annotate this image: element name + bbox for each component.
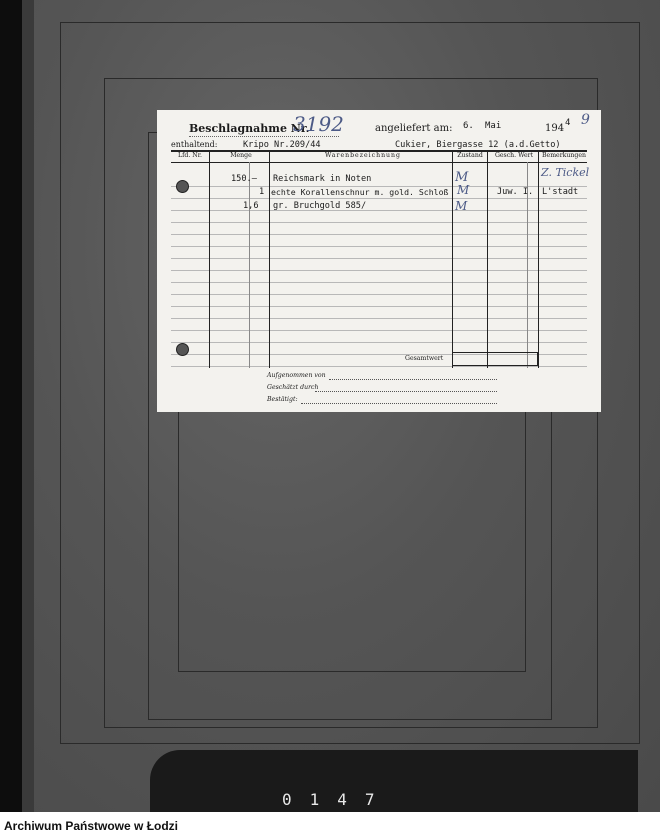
seizure-index-card [157,110,601,412]
delivered-label: angeliefert am: [375,123,453,134]
column-divider [452,150,453,368]
dark-shadow-area [150,750,638,812]
ruling-line [171,330,587,331]
ruling-line [171,306,587,307]
column-divider [269,150,270,368]
delivered-year-suffix: 9 [581,112,590,128]
column-divider [209,150,210,368]
received-by-label: Aufgenommen von [267,372,326,379]
number-line [189,136,339,137]
header-bottom-rule [171,162,587,163]
confirmed-label: Bestätigt: [267,396,298,403]
punch-hole [176,343,189,356]
folder-frame-inner [178,400,526,672]
confirmed-line [301,403,497,404]
ruling-line [171,342,587,343]
column-divider [249,162,250,368]
column-divider [487,150,488,368]
ruling-line [171,294,587,295]
row3-zustand: M [455,199,468,213]
col-bemerkungen: Bemerkungen [541,152,587,159]
delivered-month: Mai [485,121,502,131]
row3-menge: 1,6 [243,201,259,211]
row1-menge: 150.— [231,174,257,184]
col-warenbezeichnung: Warenbezeichnung [324,152,401,159]
row2-menge: 1 [259,187,265,197]
ruling-line [171,198,587,199]
col-zustand: Zustand [457,152,483,159]
delivered-day: 6. [463,121,474,131]
card-number: 3192 [293,112,344,136]
card-title: Beschlagnahme Nr. [189,122,310,135]
delivered-year-end: 4 [565,118,571,128]
ruling-line [171,282,587,283]
punch-hole [176,180,189,193]
row3-waren: gr. Bruchgold 585/ [273,201,367,211]
row2-wert: Juw. I. [497,187,534,197]
ruling-line [171,258,587,259]
column-divider [538,150,539,368]
row1-zustand: M [455,170,469,185]
owner-address: Cukier, Biergasse 12 (a.d.Getto) [395,140,561,150]
ruling-line [171,318,587,319]
ruling-line [171,234,587,235]
estimated-by-line [315,391,497,392]
film-frame-number: 0147 [282,790,393,809]
row2-bemerkungen: L'stadt [542,187,579,197]
total-box [452,352,538,366]
archive-footer: Archiwum Państwowe w Łodzi [0,812,660,840]
ruling-line [171,210,587,211]
ruling-line [171,246,587,247]
col-wert: Gesch. Wert [494,152,534,159]
estimated-by-label: Geschätzt durch [267,384,319,391]
row1-bemerkungen: Z. Tickel [541,166,590,179]
film-edge [22,0,34,812]
row2-waren: echte Korallenschnur m. gold. Schloß [271,187,449,197]
ruling-line [171,270,587,271]
col-menge: Menge [230,152,252,159]
received-by-line [329,379,497,380]
containing-label: enthaltend: [171,140,218,149]
total-label: Gesamtwert [405,355,444,362]
col-lfd: Lfd. Nr. [178,152,202,159]
row1-waren: Reichsmark in Noten [273,174,372,184]
row2-zustand: M [457,183,470,197]
containing-value: Kripo Nr.209/44 [243,140,321,150]
ruling-line [171,222,587,223]
delivered-year: 194 [545,123,565,134]
ruling-line [171,366,587,367]
